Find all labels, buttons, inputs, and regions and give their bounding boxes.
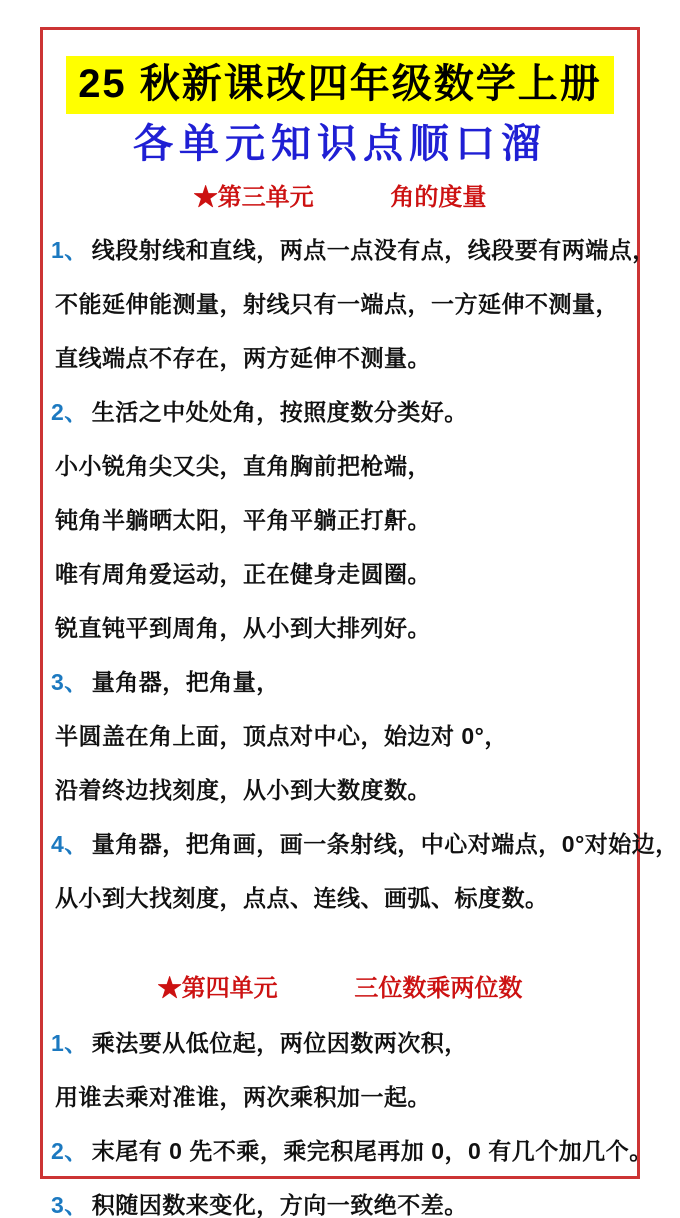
line-text: 小小锐角尖又尖，直角胸前把枪端，: [55, 452, 431, 479]
rhyme-line: [51, 1192, 629, 1218]
rhyme-line: [51, 1137, 653, 1164]
rhyme-line: [51, 1084, 629, 1110]
star-icon: ★: [193, 184, 218, 211]
rhyme-line: [51, 507, 629, 533]
line-number: 3、: [51, 668, 88, 695]
page-subtitle: 各单元知识点顺口溜: [133, 122, 547, 166]
line-text: 乘法要从低位起，两位因数两次积，: [91, 1029, 468, 1056]
line-text: 末尾有 0 先不乘，乘完积尾再加 0，0 有几个加几个。: [91, 1137, 653, 1164]
rhyme-line: [51, 723, 629, 749]
section-4-heading: [51, 975, 629, 1004]
line-text: 积随因数来变化，方向一致绝不差。: [91, 1191, 468, 1218]
rhyme-line: [51, 561, 629, 587]
line-number: 4、: [51, 830, 88, 857]
line-text: 用谁去乘对准谁，两次乘积加一起。: [55, 1083, 431, 1110]
rhyme-line: [51, 236, 656, 263]
star-icon: ★: [157, 974, 182, 1002]
rhyme-line: [51, 777, 629, 803]
rhyme-line: [51, 885, 629, 911]
rhyme-line: [51, 615, 629, 641]
line-number: 3、: [51, 1191, 88, 1218]
page-border-frame: [40, 27, 679, 1218]
line-number: 1、: [51, 1029, 88, 1056]
rhyme-line: [51, 1030, 629, 1056]
page-title: 25 秋新课改四年级数学上册: [66, 56, 614, 114]
rhyme-line: [51, 453, 629, 479]
section-3-heading: [51, 184, 629, 213]
title-row: [51, 56, 629, 114]
line-number: 2、: [51, 1137, 88, 1164]
rhyme-line: [51, 345, 629, 371]
line-text: 生活之中处处角，按照度数分类好。: [91, 398, 468, 425]
section-4-unit: 第四单元: [181, 974, 278, 1002]
line-text: 沿着终边找刻度，从小到大数度数。: [55, 776, 431, 803]
rhyme-line: [51, 399, 629, 425]
line-text: 锐直钝平到周角，从小到大排列好。: [55, 614, 431, 641]
line-text: 量角器，把角画，画一条射线，中心对端点，0°对始边，: [91, 830, 679, 857]
line-text: 量角器，把角量，: [91, 668, 280, 695]
line-text: 线段射线和直线，两点一点没有点，线段要有两端点，: [91, 236, 656, 263]
section-3-unit: 第三单元: [217, 184, 314, 211]
line-text: 唯有周角爱运动，正在健身走圆圈。: [55, 560, 431, 587]
line-number: 1、: [51, 236, 88, 263]
line-text: 直线端点不存在，两方延伸不测量。: [55, 344, 431, 371]
section-4-topic: 三位数乘两位数: [354, 974, 523, 1002]
rhyme-line: [51, 830, 679, 857]
rhyme-line: [51, 291, 629, 317]
line-text: 钝角半躺晒太阳，平角平躺正打鼾。: [55, 506, 431, 533]
line-text: 半圆盖在角上面，顶点对中心，始边对 0°，: [55, 722, 508, 749]
line-number: 2、: [51, 398, 88, 425]
line-text: 不能延伸能测量，射线只有一端点，一方延伸不测量，: [55, 290, 619, 317]
line-text: 从小到大找刻度，点点、连线、画弧、标度数。: [55, 884, 549, 911]
rhyme-line: [51, 669, 629, 695]
section-3-topic: 角的度量: [390, 184, 487, 211]
